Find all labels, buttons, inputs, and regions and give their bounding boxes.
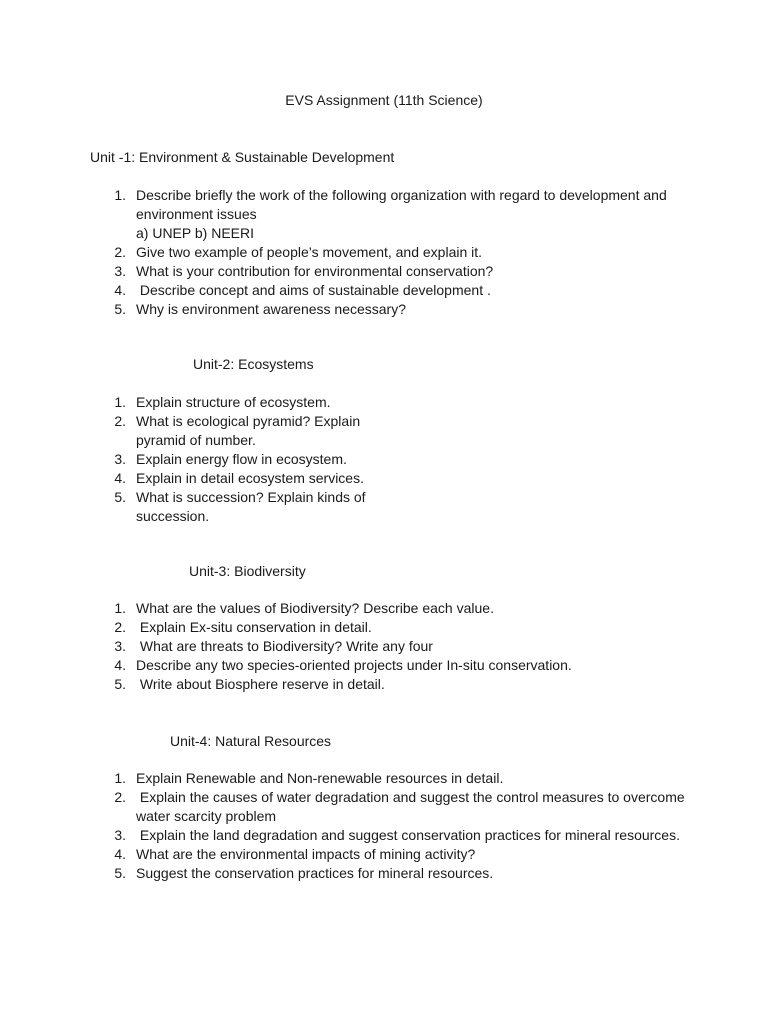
- question-text: Explain energy flow in ecosystem.: [136, 451, 347, 467]
- question-item: [110, 864, 685, 883]
- question-item: [110, 243, 667, 262]
- question-number: 4 .: [110, 281, 126, 300]
- question-number: 3 .: [110, 262, 126, 281]
- question-item: [110, 393, 366, 412]
- question-text: What is succession? Explain kinds of succession.: [136, 489, 366, 524]
- question-text: What are threats to Biodiversity? Write any four: [136, 638, 433, 654]
- question-item: [110, 262, 667, 281]
- question-item: [110, 281, 667, 300]
- unit-4-question-list: [110, 769, 685, 883]
- question-item: [110, 637, 572, 656]
- question-number: 1 .: [110, 599, 126, 618]
- question-number: 4 .: [110, 469, 126, 488]
- unit-3-question-list: [110, 599, 572, 694]
- question-text: What are the environmental impacts of mining activity?: [136, 846, 476, 862]
- question-number: 4 .: [110, 845, 126, 864]
- question-item: [110, 450, 366, 469]
- question-number: 2 .: [110, 618, 126, 637]
- question-text: Describe briefly the work of the following organization with regard to development and environment issues a) UNEP b) NEERI: [136, 187, 667, 241]
- question-text: Write about Biosphere reserve in detail.: [136, 676, 385, 692]
- question-item: [110, 788, 685, 826]
- question-item: [110, 769, 685, 788]
- unit-4-heading: Unit-4: Natural Resources: [170, 733, 332, 749]
- question-number: 5 .: [110, 488, 126, 507]
- question-number: 4 .: [110, 656, 126, 675]
- question-number: 5 .: [110, 300, 126, 319]
- question-item: [110, 469, 366, 488]
- question-number: 1 .: [110, 393, 126, 412]
- question-text: What is ecological pyramid? Explain pyramid of number.: [136, 413, 361, 448]
- unit-2-question-list: [110, 393, 366, 526]
- question-text: What are the values of Biodiversity? Describe each value.: [136, 600, 494, 616]
- question-number: 2 .: [110, 412, 126, 431]
- question-item: [110, 675, 572, 694]
- question-number: 1 .: [110, 186, 126, 205]
- question-number: 3 .: [110, 826, 126, 845]
- question-item: [110, 845, 685, 864]
- question-number: 3 .: [110, 450, 126, 469]
- question-item: [110, 488, 366, 526]
- question-number: 2 .: [110, 243, 126, 262]
- unit-2-heading: Unit-2: Ecosystems: [193, 356, 314, 372]
- unit-3-heading: Unit-3: Biodiversity: [189, 563, 306, 579]
- unit-1-heading: Unit -1: Environment & Sustainable Development: [90, 149, 395, 165]
- question-text: Give two example of people’s movement, and explain it.: [136, 244, 483, 260]
- question-number: 1 .: [110, 769, 126, 788]
- question-item: [110, 826, 685, 845]
- question-text: Explain structure of ecosystem.: [136, 394, 331, 410]
- question-item: [110, 412, 366, 450]
- question-text: Suggest the conservation practices for mineral resources.: [136, 865, 494, 881]
- question-number: 2 .: [110, 788, 126, 807]
- question-item: [110, 599, 572, 618]
- question-item: [110, 656, 572, 675]
- question-item: [110, 618, 572, 637]
- question-number: 3 .: [110, 637, 126, 656]
- question-text: Explain Ex-situ conservation in detail.: [136, 619, 372, 635]
- question-text: Explain the causes of water degradation and suggest the control measures to overcome water scarcity problem: [136, 789, 685, 824]
- question-text: Describe any two species-oriented projects under In-situ conservation.: [136, 657, 572, 673]
- question-number: 5 .: [110, 675, 126, 694]
- question-text: Why is environment awareness necessary?: [136, 301, 407, 317]
- unit-1-question-list: [110, 186, 667, 319]
- question-text: What is your contribution for environmental conservation?: [136, 263, 494, 279]
- document-title: EVS Assignment (11th Science): [285, 92, 483, 108]
- question-text: Explain the land degradation and suggest conservation practices for mineral resources.: [136, 827, 680, 843]
- question-number: 5 .: [110, 864, 126, 883]
- question-text: Explain in detail ecosystem services.: [136, 470, 364, 486]
- question-text: Describe concept and aims of sustainable development .: [136, 282, 491, 298]
- question-item: [110, 186, 667, 243]
- question-item: [110, 300, 667, 319]
- question-text: Explain Renewable and Non-renewable resources in detail.: [136, 770, 504, 786]
